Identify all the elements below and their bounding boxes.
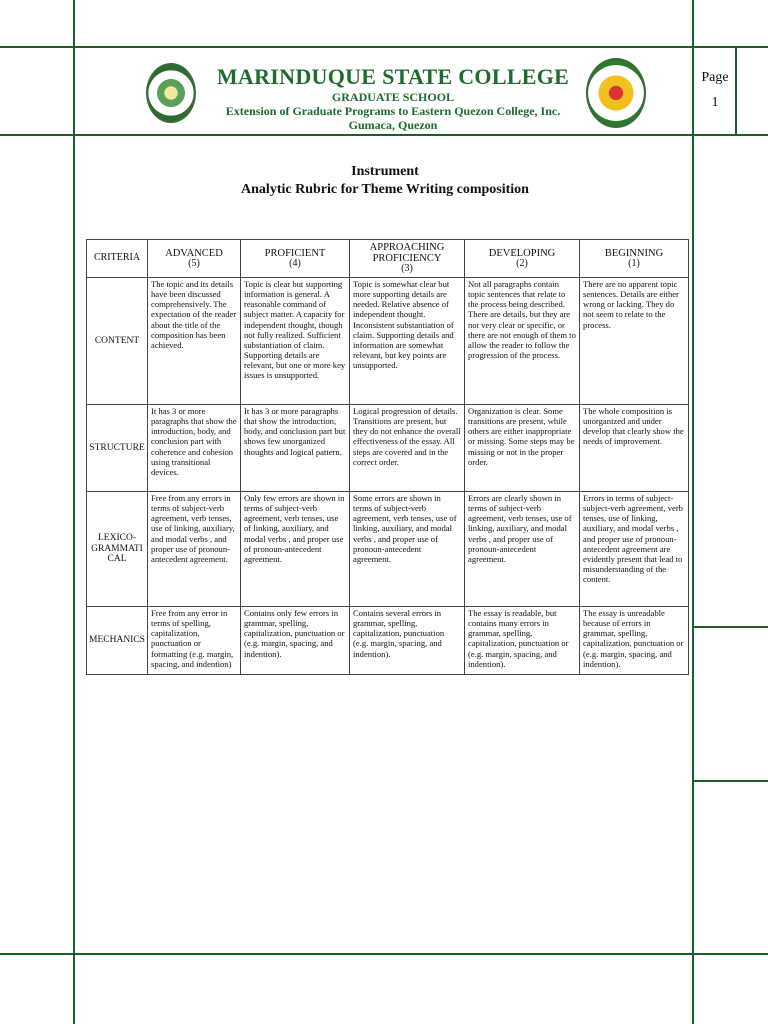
level-header-advanced [148,240,241,278]
rubric-cell: Errors are clearly shown in terms of subject-verb agreement, verb tenses, use of linking, auxiliary, and modal verbs , and proper use of pronoun-antecedent agreement. [465,492,580,607]
frame-left-line [73,0,75,1024]
criterion-label: CONTENT [87,278,148,405]
level-header-approaching-proficiency [350,240,465,278]
frame-right-line [692,0,694,1024]
college-name: MARINDUQUE STATE COLLEGE [216,64,570,89]
rubric-cell: The essay is unreadable because of errors in grammar, spelling, capitalization, punctuation or (e.g. margin, spacing, and indention). [580,607,689,675]
graduate-school-label: GRADUATE SCHOOL [331,90,455,104]
page-label: Page [701,70,729,85]
rubric-row-mechanics [87,607,689,675]
criterion-label-line: CAL [107,554,127,565]
rubric-cell: Contains only few errors in grammar, spelling, capitalization, punctuation or (e.g. margin, spacing, and indention). [241,607,350,675]
rubric-cell: Organization is clear. Some transitions are present, while others are either inappropriate or missing. Some steps may be missing or not in the proper order. [465,405,580,492]
criterion-label: STRUCTURE [87,405,148,492]
level-score: (2) [516,257,528,269]
margin-line-2 [692,780,768,782]
level-header-beginning [580,240,689,278]
rubric-cell: There are no apparent topic sentences. Details are either wrong or lacking. They do not seem to relate to the process. [580,278,689,405]
rubric-cell: Contains several errors in grammar, spelling, capitalization, punctuation (e.g. margin, spacing, and indention). [350,607,465,675]
rubric-cell: Logical progression of details. Transitions are present, but they do not enhance the overall effectiveness of the essay. All steps are covered and in the correct order. [350,405,465,492]
rubric-cell: It has 3 or more paragraphs that show the introduction, body, and conclusion part but shows few unorganized thoughts and logical pattern. [241,405,350,492]
rubric-cell: It has 3 or more paragraphs that show the introduction, body, and conclusion part with coherence and cohesion using transitional devices. [148,405,241,492]
rubric-cell: Topic is somewhat clear but more supporting details are needed. Relative absence of independent thought. Inconsistent substantiation of claim. Supporting details and information are somewhat relevant, but key points are unsupported. [350,278,465,405]
rubric-cell: Some errors are shown in terms of subject-verb agreement, verb tenses, use of linking, auxiliary, and modal verbs , and proper use of pronoun-antecedent agreement. [350,492,465,607]
document-subtitle: Analytic Rubric for Theme Writing composition [241,182,529,197]
level-header-developing [465,240,580,278]
level-score: (5) [188,257,200,269]
rubric-cell: Free from any errors in terms of subject-verb agreement, verb tenses, use of linking, auxiliary, and modal verbs , and proper use of pronoun-antecedent agreement. [148,492,241,607]
criterion-label-line: GRAMMATI [91,543,143,554]
level-name: DEVELOPING [488,247,556,259]
rubric-cell: The topic and its details have been discussed comprehensively. The expectation of the reader about the title of the composition has been achieved. [148,278,241,405]
page-number: 1 [711,95,719,110]
level-header-proficient [241,240,350,278]
level-name: APPROACHING PROFICIENCY [369,242,445,265]
page-box-right-line [735,48,737,135]
eastern-quezon-seal-logo [586,58,646,128]
location-label: Gumaca, Quezon [348,118,438,132]
level-name: PROFICIENT [264,247,326,259]
criterion-label-line: LEXICO- [98,532,136,543]
extension-label: Extension of Graduate Programs to Eastern Quezon College, Inc. [225,104,561,118]
rubric-cell: Only few errors are shown in terms of subject-verb agreement, verb tenses, use of linking, auxiliary, and modal verbs , and proper use of pronoun-antecedent agreement. [241,492,350,607]
margin-line-1 [692,626,768,628]
rubric-cell: The whole composition is unorganized and under develop that clearly show the needs of improvement. [580,405,689,492]
rubric-cell: The essay is readable, but contains many errors in grammar, spelling, capitalization, punctuation or (e.g. margin, spacing, and indention). [465,607,580,675]
level-score: (3) [401,263,413,275]
header-bottom-line [0,134,768,136]
level-score: (4) [289,257,301,269]
rubric-row-content [87,278,689,405]
footer-line [0,953,768,955]
rubric-cell: Topic is clear but supporting information is general. A reasonable command of subject matter. A capacity for independent thought, though not fully realized. Sufficient substantiation of claim. Supporting details are relevant, but one or more key issues is unsupported. [241,278,350,405]
criterion-label [87,492,148,607]
criterion-label: MECHANICS [87,607,148,675]
header-top-line [0,46,768,48]
rubric-table [86,239,689,675]
level-name: ADVANCED [165,247,223,259]
rubric-cell: Not all paragraphs contain topic sentences that relate to the process being described. There are details, but they are not very clear or specific, or there are not enough of them to allow the reader to follow the progression of the process. [465,278,580,405]
level-score: (1) [628,257,640,269]
rubric-header-row [87,240,689,278]
criteria-header: CRITERIA [87,240,148,278]
rubric-row-structure [87,405,689,492]
rubric-cell: Errors in terms of subject-subject-verb agreement, verb tenses, use of linking, auxiliary, and modal verbs , and proper use of pronoun-antecedent agreement are evidently present that lead to misunderstanding of the content. [580,492,689,607]
rubric-row-lexico-grammatical [87,492,689,607]
rubric-cell: Free from any error in terms of spelling, capitalization, punctuation or formatting (e.g. margin, spacing, and indention) [148,607,241,675]
document-title: Instrument [351,164,419,179]
marinduque-seal-logo [146,63,196,123]
level-name: BEGINNING [604,247,664,259]
